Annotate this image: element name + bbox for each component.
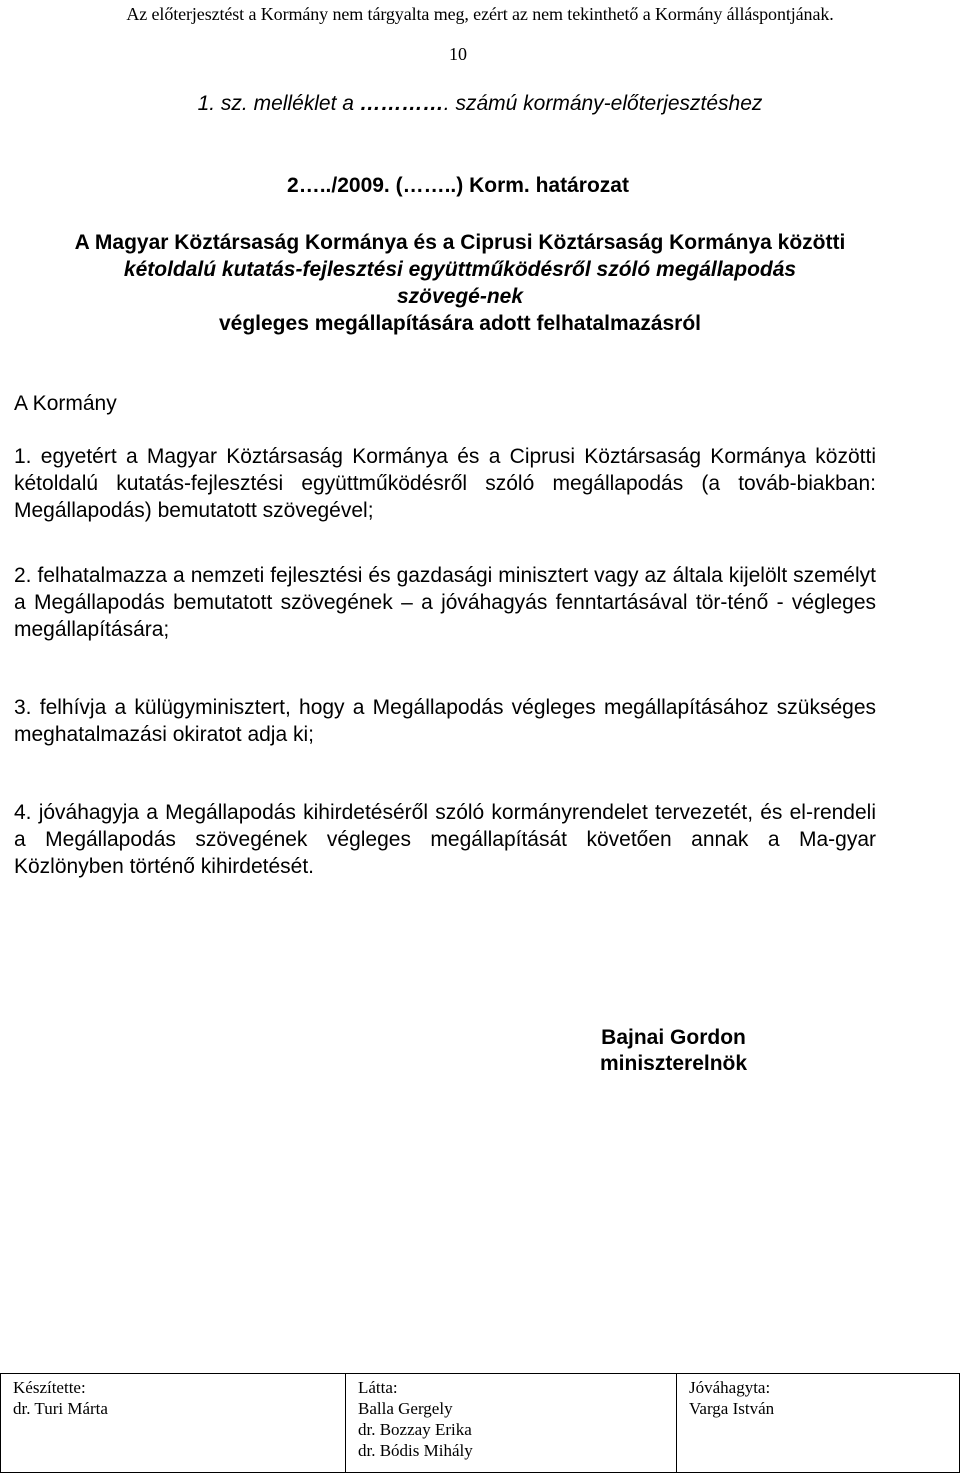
prepared-by: dr. Turi Márta [13,1399,108,1418]
approved-label: Jóváhagyta: [689,1378,771,1397]
resolution-number: 2…../2009. (……..) Korm. határozat [287,174,629,197]
prepared-label: Készítette: [13,1378,86,1397]
annex-reference [0,92,960,116]
annex-prefix: 1. sz. melléklet a [197,92,360,115]
approval-table [0,1373,960,1473]
resolution-item-1: 1. egyetért a Magyar Köztársaság Kormánya és a Ciprusi Köztársaság Kormánya közötti kétoldalú kutatás-fejlesztési együttműködésről szóló megállapodás (a továb-biakban: Megállapodás) bemutatott szövegével; [14,445,876,522]
prepared-cell [1,1374,346,1473]
approved-cell [677,1374,960,1473]
resolution-item-4: 4. jóváhagyja a Megállapodás kihirdetéséről szóló kormányrendelet tervezetét, és el-rendeli a Megállapodás szövegének végleges megállapítását követően annak a Ma-gyar Közlönyben történő kihirdetését. [14,801,876,878]
resolution-title [20,229,900,337]
seen-by-3: dr. Bódis Mihály [358,1441,473,1460]
resolution-title-line-3: végleges megállapítására adott felhatalmazásról [218,312,702,335]
signatory-name: Bajnai Gordon [601,1026,746,1049]
seen-cell [346,1374,677,1473]
resolution-item-3: 3. felhívja a külügyminisztert, hogy a Megállapodás végleges megállapításához szükséges meghatalmazási okiratot adja ki; [14,696,876,746]
resolution-title-line-2: kétoldalú kutatás-fejlesztési együttműködésről szóló megállapodás szövegé-nek [123,258,797,308]
seen-by-2: dr. Bozzay Erika [358,1420,472,1439]
approval-row [1,1374,960,1473]
seen-label: Látta: [358,1378,398,1397]
seen-by-1: Balla Gergely [358,1399,453,1418]
signatory-title: miniszterelnök [600,1052,748,1075]
approved-by: Varga István [689,1399,775,1418]
annex-suffix: . számú kormány-előterjesztéshez [443,92,763,115]
signature-block [600,1025,747,1077]
subject-heading: A Kormány [14,392,117,415]
resolution-title-line-1: A Magyar Köztársaság Kormánya és a Ciprusi Köztársaság Kormánya közötti [74,231,846,254]
resolution-item-2: 2. felhatalmazza a nemzeti fejlesztési és gazdasági minisztert vagy az általa kijelölt személyt a Megállapodás bemutatott szövegének – a jóváhagyás fenntartásával tör-ténő - végleges megállapítására; [14,564,876,641]
disclaimer-header: Az előterjesztést a Kormány nem tárgyalta meg, ezért az nem tekinthető a Kormány álláspontjának. [126,4,834,24]
annex-dots: ………… [359,92,444,115]
page-number: 10 [449,44,467,64]
